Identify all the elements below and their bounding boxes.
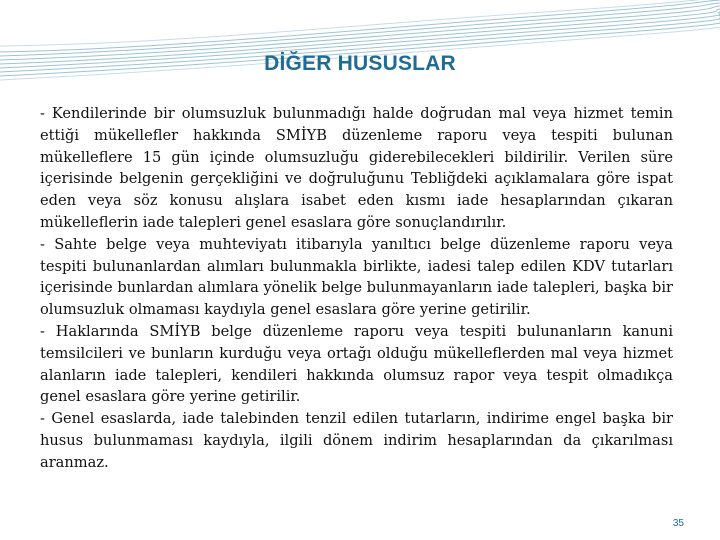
paragraph-4: - Genel esaslarda, iade talebinden tenzil edilen tutarların, indirime engel başka bir husus bulunmaması kaydıyla, ilgili dönem indirim hesaplarından da çıkarılması aranmaz. <box>40 410 673 471</box>
paragraph-3: - Haklarında SMİYB belge düzenleme raporu veya tespiti bulunanların kanuni temsilcileri ve bunların kurduğu veya ortağı olduğu mükelleflerden mal veya hizmet alanların iade talepleri, kendileri hakkında olumsuz rapor veya tespit olmadıkça genel esaslara göre yerine getirilir. <box>40 322 673 406</box>
paragraph-2: - Sahte belge veya muhteviyatı itibarıyla yanıltıcı belge düzenleme raporu veya tespiti bulunanlardan alımları bulunmakla birlikte, iadesi talep edilen KDV tutarları içerisinde bunlardan alımlara yönelik belge bulunmayanların iade talepleri, başka bir olumsuzluk olmaması kaydıyla genel esaslara göre yerine getirilir. <box>40 235 673 319</box>
decorative-curves <box>0 0 720 100</box>
page-number: 35 <box>672 518 684 529</box>
slide-body <box>40 103 673 474</box>
paragraph-1: - Kendilerinde bir olumsuzluk bulunmadığı halde doğrudan mal veya hizmet temin ettiği mükellefler hakkında SMİYB düzenleme raporu veya tespiti bulunan mükelleflere 15 gün içinde olumsuzluğu giderebilecekleri bildirilir. Verilen süre içerisinde belgenin gerçekliğini ve doğruluğunu Tebliğdeki açıklamalara göre ispat eden veya söz konusu alışlara isabet eden kısmı iade hesaplarından çıkaran mükelleflerin iade talepleri genel esaslara göre sonuçlandırılır. <box>40 105 673 231</box>
slide-title: DİĞER HUSUSLAR <box>264 52 456 75</box>
